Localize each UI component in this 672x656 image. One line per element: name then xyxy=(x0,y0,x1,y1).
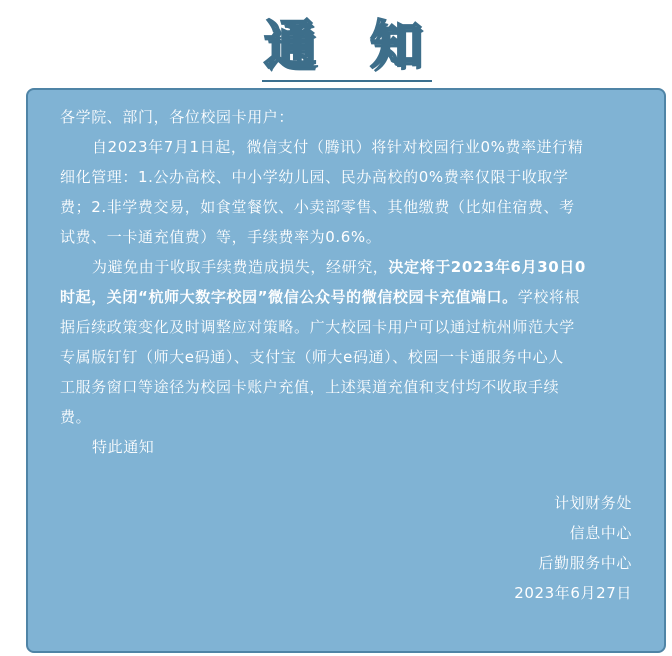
signature-logistics: 后勤服务中心 xyxy=(538,554,632,572)
signature-finance: 计划财务处 xyxy=(553,494,632,512)
paragraph-line: 费。 xyxy=(60,408,92,426)
text: 为避免由于收取手续费造成损失，经研究， xyxy=(92,258,389,276)
paragraph-line: 专属版钉钉（师大e码通）、支付宝（师大e码通）、校园一卡通服务中心人 xyxy=(60,348,564,366)
salutation: 各学院、部门，各位校园卡用户： xyxy=(60,108,295,126)
paragraph-line: 费；2.非学费交易，如食堂餐饮、小卖部零售、其他缴费（比如住宿费、考 xyxy=(60,198,575,216)
notice-body xyxy=(26,88,666,653)
signature-info-center: 信息中心 xyxy=(569,524,632,542)
paragraph-line xyxy=(60,252,650,282)
paragraph-line: 细化管理：1.公办高校、中小学幼儿园、民办高校的0%费率仅限于收取学 xyxy=(60,168,569,186)
closing: 特此通知 xyxy=(92,438,155,456)
notice-title xyxy=(262,14,432,82)
bold-text: 决定将于2023年6月30日0 xyxy=(388,258,586,276)
paragraph-line: 试费、一卡通充值费）等，手续费率为0.6%。 xyxy=(60,228,382,246)
paragraph-line: 工服务窗口等途径为校园卡账户充值，上述渠道充值和支付均不收取手续 xyxy=(60,378,560,396)
title-char: 知 xyxy=(370,16,423,76)
bold-text: 时起，关闭“杭师大数字校园”微信公众号的微信校园卡充值端口。 xyxy=(60,288,518,306)
signature-block xyxy=(514,488,632,608)
signature-date: 2023年6月27日 xyxy=(514,584,632,602)
paragraph-line: 据后续政策变化及时调整应对策略。广大校园卡用户可以通过杭州师范大学 xyxy=(60,318,575,336)
title-char: 通 xyxy=(264,16,317,76)
paragraph-line xyxy=(60,282,650,312)
paragraph-line: 自2023年7月1日起，微信支付（腾讯）将针对校园行业0%费率进行精 xyxy=(92,138,584,156)
text: 学校将根 xyxy=(517,288,581,306)
